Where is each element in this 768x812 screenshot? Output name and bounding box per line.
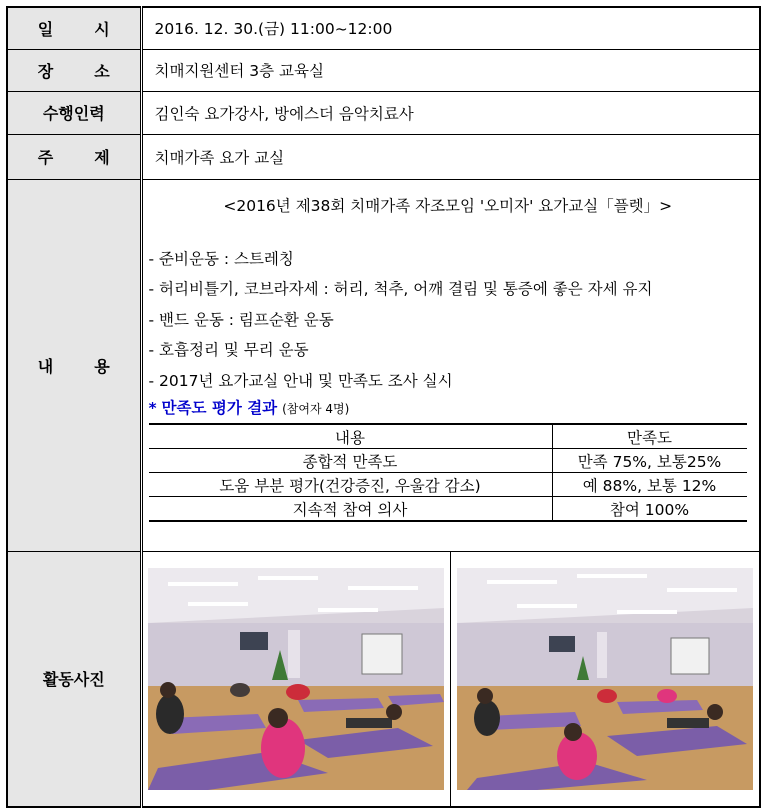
activity-photo-2 xyxy=(457,568,753,790)
topic-label-char-1: 주 xyxy=(37,148,54,167)
program-item: - 호흡정리 및 무리 운동 xyxy=(148,341,309,359)
staff-label: 수행인력 xyxy=(7,91,141,134)
place-label-char-2: 소 xyxy=(94,61,110,81)
satisfaction-item: 지속적 참여 의사 xyxy=(149,497,553,522)
activity-photo-1 xyxy=(148,568,444,790)
topic-label-cell xyxy=(7,134,141,179)
date-label-cell xyxy=(7,7,141,49)
row-staff xyxy=(7,91,760,134)
program-item: - 허리비틀기, 코브라자세 : 허리, 척추, 어깨 결림 및 통증에 좋은 자세 유지 xyxy=(148,280,653,298)
photo-cell-left xyxy=(143,552,452,807)
row-content xyxy=(7,179,760,551)
staff-value: 김인숙 요가강사, 방에스더 음악치료사 xyxy=(141,91,760,134)
content-label-char-2: 용 xyxy=(94,356,110,376)
program-item: - 준비운동 : 스트레칭 xyxy=(148,249,294,268)
row-place xyxy=(7,49,760,91)
photo-cell-right xyxy=(451,552,759,807)
program-items xyxy=(149,244,748,397)
place-label-cell xyxy=(7,49,141,91)
satisfaction-star: * xyxy=(148,399,157,417)
satisfaction-label: 만족도 평가 결과 xyxy=(161,399,278,417)
satisfaction-heading xyxy=(149,396,748,421)
place-value: 치매지원센터 3층 교육실 xyxy=(141,49,760,91)
place-label-char-1: 장 xyxy=(37,61,54,81)
place-label xyxy=(38,59,110,82)
satisfaction-note: (참여자 4명) xyxy=(282,402,350,416)
program-item: - 2017년 요가교실 안내 및 만족도 조사 실시 xyxy=(148,371,453,390)
content-label-cell xyxy=(7,179,141,551)
topic-label-char-2: 제 xyxy=(94,148,110,167)
satisfaction-row xyxy=(149,497,747,522)
date-label-char-2: 시 xyxy=(94,19,110,39)
row-photos xyxy=(7,551,760,807)
satisfaction-header-item: 내용 xyxy=(149,424,553,449)
activity-report-table xyxy=(6,6,761,808)
satisfaction-item: 종합적 만족도 xyxy=(149,449,553,473)
satisfaction-row xyxy=(149,449,747,473)
content-label xyxy=(38,354,110,377)
topic-value: 치매가족 요가 교실 xyxy=(141,134,760,179)
date-value: 2016. 12. 30.(금) 11:00~12:00 xyxy=(141,7,760,49)
photos-cell xyxy=(141,551,760,807)
satisfaction-item: 도움 부분 평가(건강증진, 우울감 감소) xyxy=(149,473,553,497)
date-label xyxy=(38,17,110,40)
row-topic xyxy=(7,134,760,179)
row-date xyxy=(7,7,760,49)
photos-label: 활동사진 xyxy=(7,551,141,807)
satisfaction-header-score: 만족도 xyxy=(552,424,747,449)
satisfaction-score: 예 88%, 보통 12% xyxy=(552,473,747,497)
topic-label xyxy=(38,145,110,168)
satisfaction-header-row xyxy=(149,424,747,449)
satisfaction-score: 참여 100% xyxy=(552,497,747,522)
date-label-char-1: 일 xyxy=(37,19,54,39)
program-item: - 밴드 운동 : 림프순환 운동 xyxy=(148,310,334,329)
program-title: <2016년 제38회 치매가족 자조모임 '오미자' 요가교실「플렛」> xyxy=(223,196,673,215)
satisfaction-score: 만족 75%, 보통25% xyxy=(552,449,747,473)
content-label-char-1: 내 xyxy=(37,356,54,376)
satisfaction-row xyxy=(149,473,747,497)
photo-strip xyxy=(143,552,760,807)
content-cell xyxy=(141,179,760,551)
satisfaction-table xyxy=(149,423,747,522)
